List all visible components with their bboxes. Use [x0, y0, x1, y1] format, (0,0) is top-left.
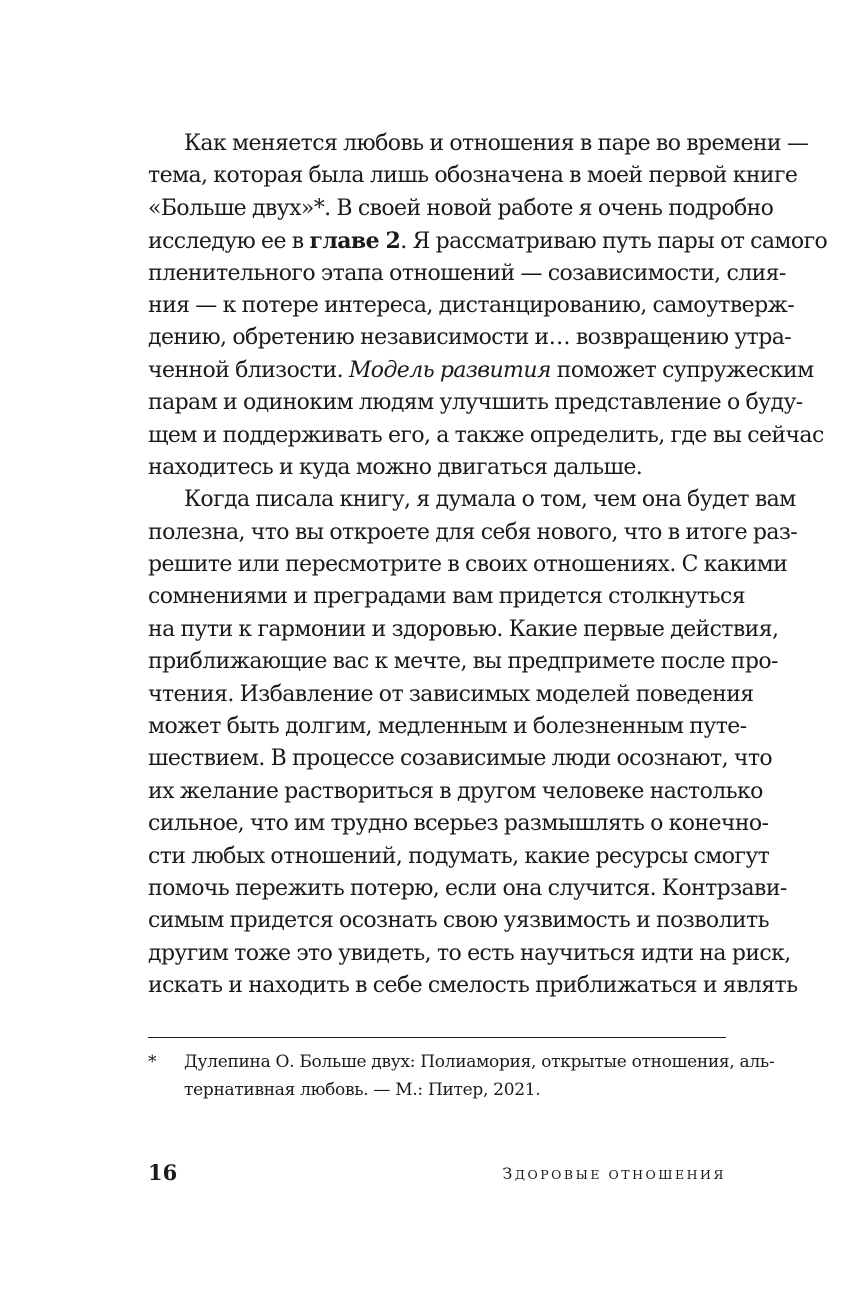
text-run: поможет супружеским: [550, 357, 814, 383]
text-line: [148, 938, 791, 970]
italic-text: Модель развития: [348, 357, 551, 383]
text-line: [148, 452, 726, 484]
text-run: находитесь и куда можно двигаться дальше.: [148, 454, 643, 480]
text-line: [148, 841, 770, 873]
text-line: [148, 387, 803, 419]
footnote-line: тернативная любовь. — М.: Питер, 2021.: [184, 1080, 541, 1100]
running-head: ЗДОРОВЫЕ ОТНОШЕНИЯ: [502, 1164, 726, 1183]
text-line: [148, 743, 773, 775]
text-line: [148, 905, 769, 937]
text-run: решите или пересмотрите в своих отношениях. С какими: [148, 552, 788, 578]
text-line: [148, 258, 786, 290]
text-line: [148, 711, 747, 743]
text-run: дению, обретению независимости и… возвращению утра-: [148, 325, 792, 351]
text-run: полезна, что вы откроете для себя нового, что в итоге раз-: [148, 519, 798, 545]
text-run: щем и поддерживать его, а также определить, где вы сейчас: [148, 422, 824, 448]
text-run: симым придется осознать свою уязвимость и позволить: [148, 908, 769, 934]
text-line: [148, 614, 779, 646]
text-line: [148, 128, 809, 160]
text-line: [148, 646, 778, 678]
text-run: сомнениями и преградами вам придется столкнуться: [148, 584, 745, 610]
text-line: [148, 549, 788, 581]
text-run: исследую ее в: [148, 229, 310, 255]
footnote-line: Дулепина О. Больше двух: Полиамория, открытые отношения, аль-: [184, 1052, 775, 1072]
text-run: шествием. В процессе созависимые люди осознают, что: [148, 746, 773, 772]
text-line: [148, 776, 763, 808]
text-line: [148, 873, 787, 905]
text-line: [148, 225, 828, 257]
text-run: ченной близости.: [148, 357, 349, 383]
text-run: . Я рассматриваю путь пары от самого: [400, 229, 828, 255]
text-line: [148, 322, 792, 354]
text-run: сильное, что им трудно всерьез размышлять о конечно-: [148, 811, 769, 837]
text-line: [148, 290, 795, 322]
text-run: их желание раствориться в другом человеке настолько: [148, 778, 763, 804]
text-line: [148, 160, 798, 192]
text-run: сти любых отношений, подумать, какие ресурсы смогут: [148, 843, 770, 869]
text-run: чтения. Избавление от зависимых моделей поведения: [148, 681, 754, 707]
text-run: искать и находить в себе смелость приближаться и являть: [148, 973, 798, 999]
text-line: [148, 970, 798, 1002]
text-run: Как меняется любовь и отношения в паре во времени —: [184, 131, 809, 156]
text-run: парам и одиноким людям улучшить представление о буду-: [148, 390, 803, 416]
body-text: [148, 128, 828, 1003]
text-run: ния — к потере интереса, дистанцированию, самоутверж-: [148, 292, 795, 318]
text-line: [148, 484, 796, 516]
text-line: [148, 808, 769, 840]
text-line: [148, 355, 814, 387]
text-run: «Больше двух»*. В своей новой работе я очень подробно: [148, 195, 774, 221]
text-line: [148, 420, 824, 452]
text-line: [148, 517, 798, 549]
text-run: тема, которая была лишь обозначена в моей первой книге: [148, 163, 798, 189]
text-line: [148, 581, 745, 613]
text-run: пленительного этапа отношений — созависимости, слия-: [148, 260, 786, 286]
text-run: Когда писала книгу, я думала о том, чем она будет вам: [184, 487, 796, 513]
page-footer: [148, 1160, 726, 1190]
footnote: [148, 1048, 775, 1104]
bold-text: главе 2: [309, 228, 401, 255]
text-line: [148, 193, 774, 225]
text-run: на пути к гармонии и здоровью. Какие первые действия,: [148, 616, 779, 642]
footnote-divider: [148, 1037, 726, 1038]
text-run: помочь пережить потерю, если она случится. Контрзави-: [148, 875, 787, 901]
footnote-mark: *: [148, 1052, 157, 1072]
text-run: другим тоже это увидеть, то есть научиться идти на риск,: [148, 940, 791, 966]
text-run: может быть долгим, медленным и болезненным путе-: [148, 714, 747, 740]
page-number: 16: [148, 1160, 178, 1185]
text-line: [148, 679, 754, 711]
text-run: приближающие вас к мечте, вы предпримете после про-: [148, 649, 778, 675]
